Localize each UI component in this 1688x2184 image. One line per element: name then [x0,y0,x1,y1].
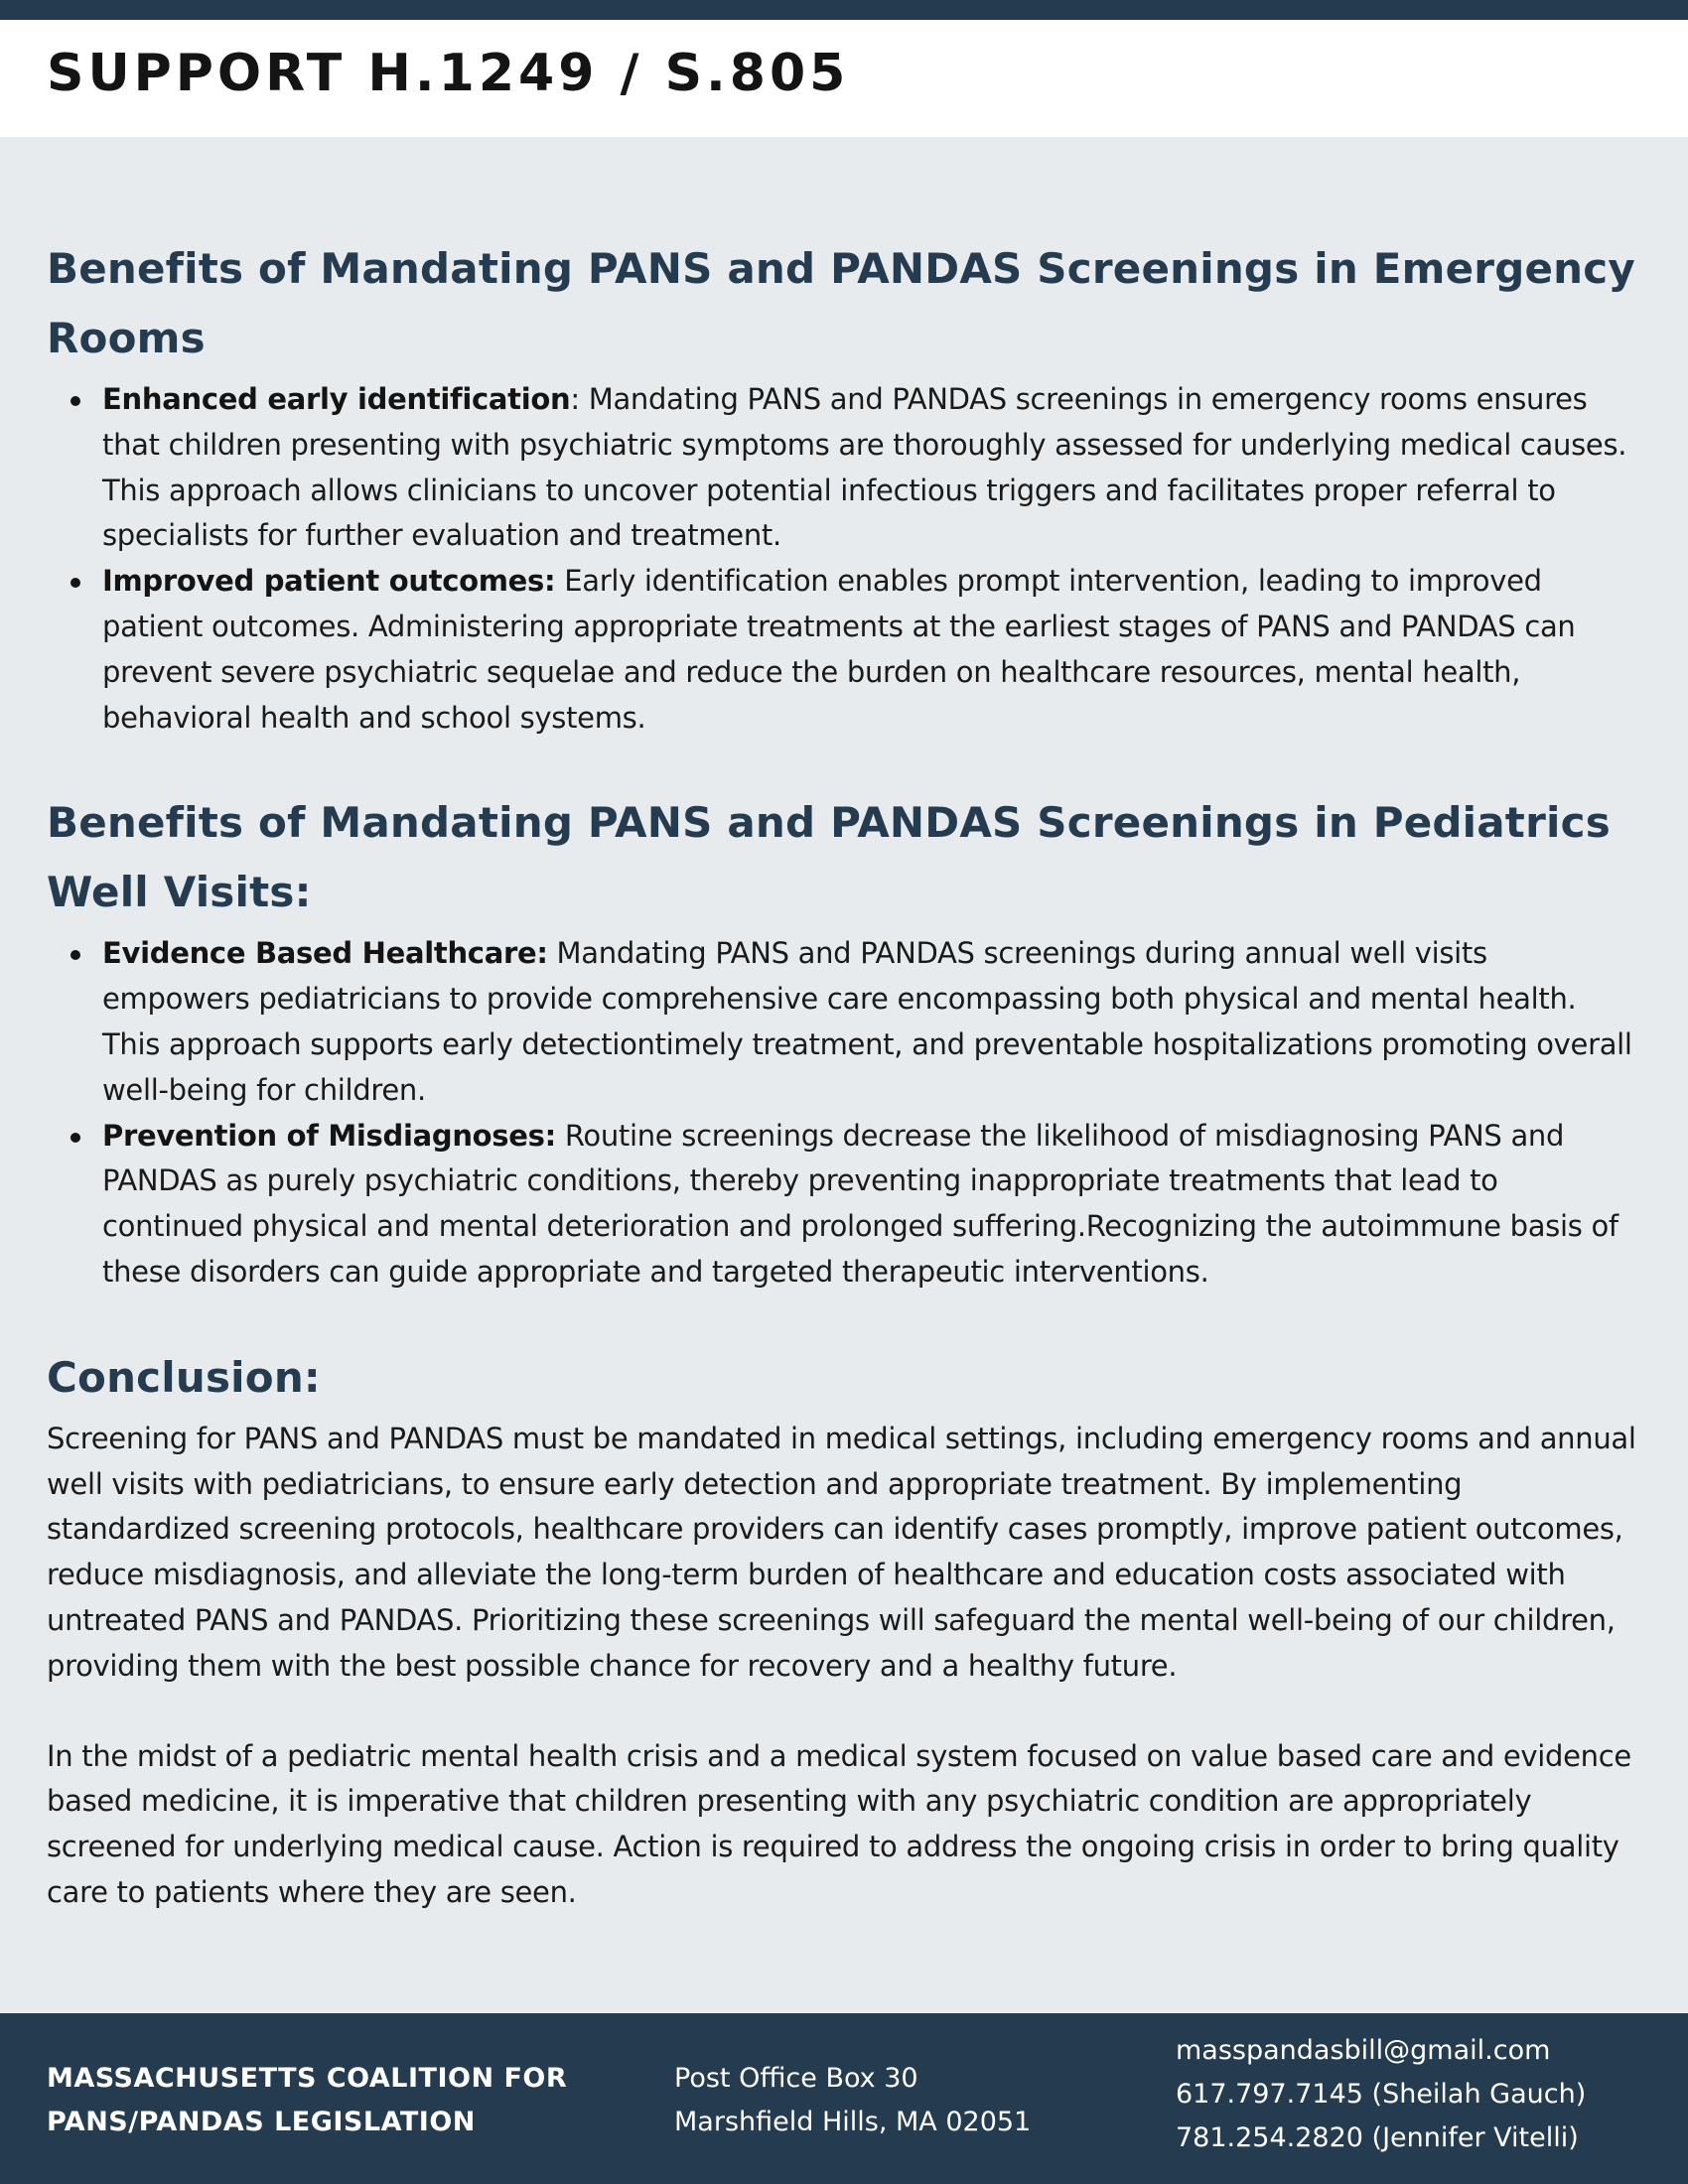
footer-org-line: PANS/PANDAS LEGISLATION [47,2107,476,2137]
footer-address-line: Post Office Box 30 [674,2063,918,2094]
bullet-dot-icon [70,396,80,406]
footer-phone: 781.254.2820 (Jennifer Vitelli) [1176,2122,1579,2153]
header-band [0,20,1688,137]
bullet-list [47,377,1641,741]
bullet-text: Routine screenings decrease the likelihood of misdiagnosing PANS and PANDAS as purely psychiatric conditions, thereby preventing inappropriate treatments that lead to continued physical and mental deterioration and prolonged suffering.Recognizing the autoimmune basis of these disorders can guide appropriate and targeted therapeutic interventions. [102,1118,1618,1289]
conclusion-paragraph: Screening for PANS and PANDAS must be mandated in medical settings, including emergency rooms and annual well visits with pediatricians, to ensure early detection and appropriate treatment. By implementing standardized screening protocols, healthcare providers can identify cases promptly, improve patient outcomes, reduce misdiagnosis, and alleviate the long-term burden of healthcare and education costs associated with untreated PANS and PANDAS. Prioritizing these screenings will safeguard the mental well-being of our children, providing them with the best possible chance for recovery and a healthy future. [47,1421,1636,1683]
bullet-lead: Evidence Based Healthcare: [102,936,548,971]
bullet-text: Early identification enables prompt intervention, leading to improved patient outcomes. Administering appropriate treatments at the earliest stages of PANS and PANDAS can prevent severe psychiatric sequelae and reduce the burden on healthcare resources, mental health, behavioral health and school systems. [102,564,1576,735]
bullet-dot-icon [70,950,80,960]
top-accent-stripe [0,0,1688,20]
bullet-item [102,377,1641,559]
bullet-item [102,1114,1641,1296]
conclusion-paragraph: In the midst of a pediatric mental health crisis and a medical system focused on value based care and evidence based medicine, it is imperative that children presenting with any psychiatric condition are appropriately screened for underlying medical cause. Action is required to address the ongoing crisis in order to bring quality care to patients where they are seen. [47,1738,1631,1909]
bullet-dot-icon [70,578,80,588]
footer [0,2013,1688,2184]
footer-org-line: MASSACHUSETTS COALITION FOR [47,2063,568,2094]
section-heading: Benefits of Mandating PANS and PANDAS Screenings in Emergency Rooms [47,244,1635,362]
footer-address-line: Marshfield Hills, MA 02051 [674,2107,1032,2137]
section-heading: Conclusion: [47,1352,321,1402]
section-conclusion [47,1343,1641,1916]
bullet-list [47,931,1641,1295]
section-well-visits [47,788,1641,1295]
bullet-lead: Improved patient outcomes: [102,564,556,599]
footer-address [674,2057,1091,2144]
bullet-text: Mandating PANS and PANDAS screenings during annual well visits empowers pediatricians to provide comprehensive care encompassing both physical and mental health. This approach supports early detectiontimely treatment, and preventable hospitalizations promoting overall well-being for children. [102,936,1632,1107]
bullet-dot-icon [70,1133,80,1143]
bullet-item [102,931,1641,1113]
main-content [47,234,1641,1964]
page-title: SUPPORT H.1249 / S.805 [47,44,850,103]
bullet-lead: Enhanced early identification [102,382,571,416]
footer-phone: 617.797.7145 (Sheilah Gauch) [1176,2079,1587,2110]
footer-email: masspandasbill@gmail.com [1176,2035,1551,2066]
bullet-text: : Mandating PANS and PANDAS screenings in emergency rooms ensures that children presenting with psychiatric symptoms are thoroughly assessed for underlying medical causes. This approach allows clinicians to uncover potential infectious triggers and facilitates proper referral to specialists for further evaluation and treatment. [102,382,1627,553]
section-emergency-rooms [47,234,1641,741]
bullet-lead: Prevention of Misdiagnoses: [102,1118,556,1153]
section-heading: Benefits of Mandating PANS and PANDAS Screenings in Pediatrics Well Visits: [47,798,1611,917]
bullet-item [102,559,1641,741]
footer-organization [47,2057,603,2144]
footer-contact [1176,2029,1652,2160]
